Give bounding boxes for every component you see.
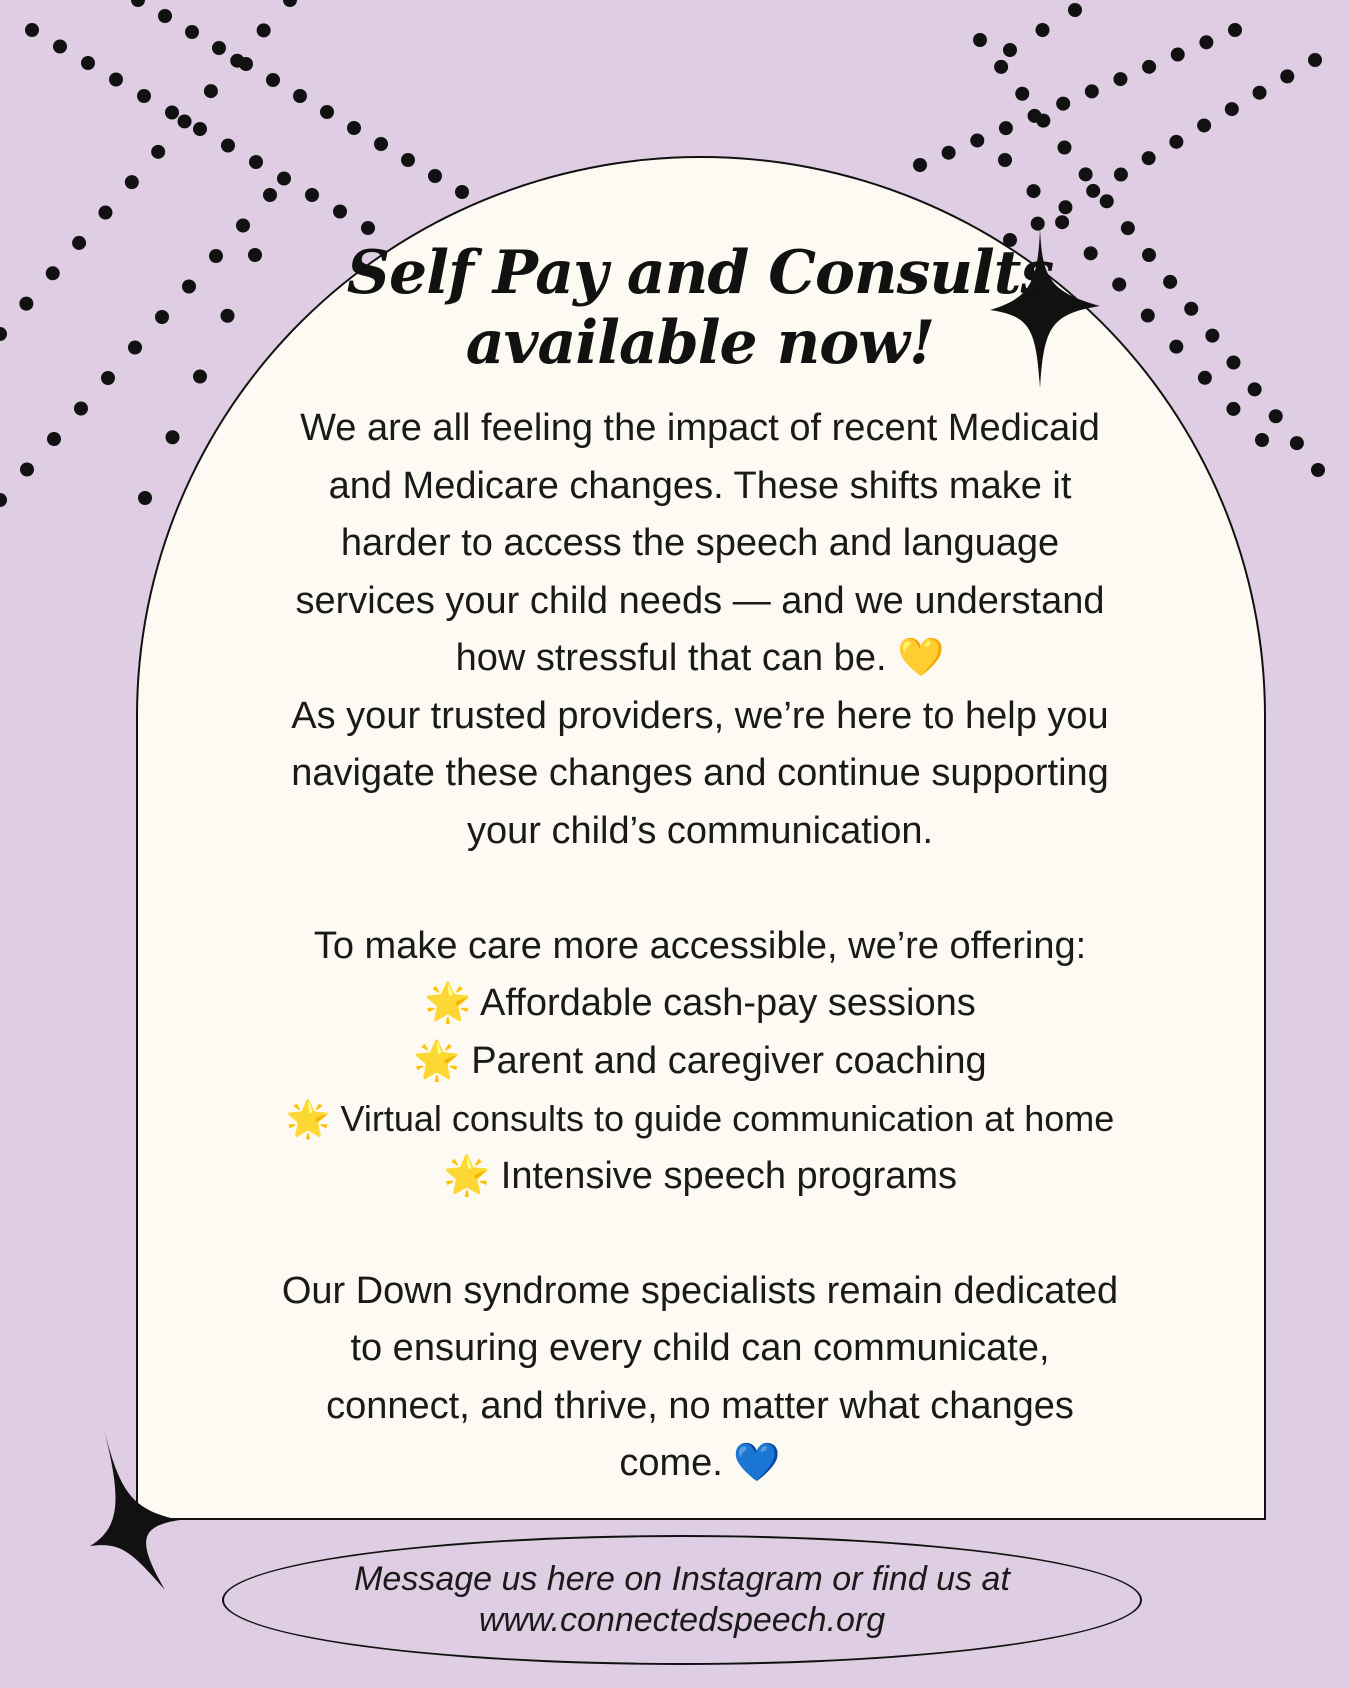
offer-item: 🌟 Intensive speech programs [442, 1154, 958, 1197]
intro-line: navigate these changes and continue supporting [291, 752, 1109, 794]
intro-line: how stressful that can be. 💛 [455, 637, 945, 679]
page-title [290, 238, 1110, 378]
closing-line: come. 💙 [619, 1442, 781, 1484]
title-line-1: Self Pay and Consults [346, 238, 1054, 308]
footer-message [222, 1559, 1142, 1641]
closing-line: to ensuring every child can communicate, [350, 1327, 1050, 1369]
title-line-2: available now! [465, 308, 935, 378]
offer-item: 🌟 Virtual consults to guide communication at home [285, 1098, 1115, 1139]
intro-line: harder to access the speech and language [340, 522, 1060, 564]
offer-heading: To make care more accessible, we’re offering: [313, 924, 1087, 967]
offer-item: 🌟 Parent and caregiver coaching [413, 1039, 987, 1082]
intro-line: your child’s communication. [466, 809, 934, 852]
intro-line: We are all feeling the impact of recent Medicaid [300, 407, 1100, 449]
intro-line: As your trusted providers, we’re here to help you [291, 694, 1109, 737]
sparkle-star-icon [90, 1430, 190, 1590]
footer-line-1: Message us here on Instagram or find us at [354, 1560, 1010, 1598]
closing-line: connect, and thrive, no matter what changes [326, 1384, 1074, 1427]
footer-website[interactable]: www.connectedspeech.org [478, 1601, 886, 1639]
offer-item: 🌟 Affordable cash-pay sessions [424, 982, 976, 1024]
closing-line: Our Down syndrome specialists remain dedicated [281, 1269, 1119, 1312]
intro-line: and Medicare changes. These shifts make it [328, 464, 1072, 507]
intro-line: services your child needs — and we understand [295, 579, 1105, 622]
message-body [220, 400, 1180, 1493]
